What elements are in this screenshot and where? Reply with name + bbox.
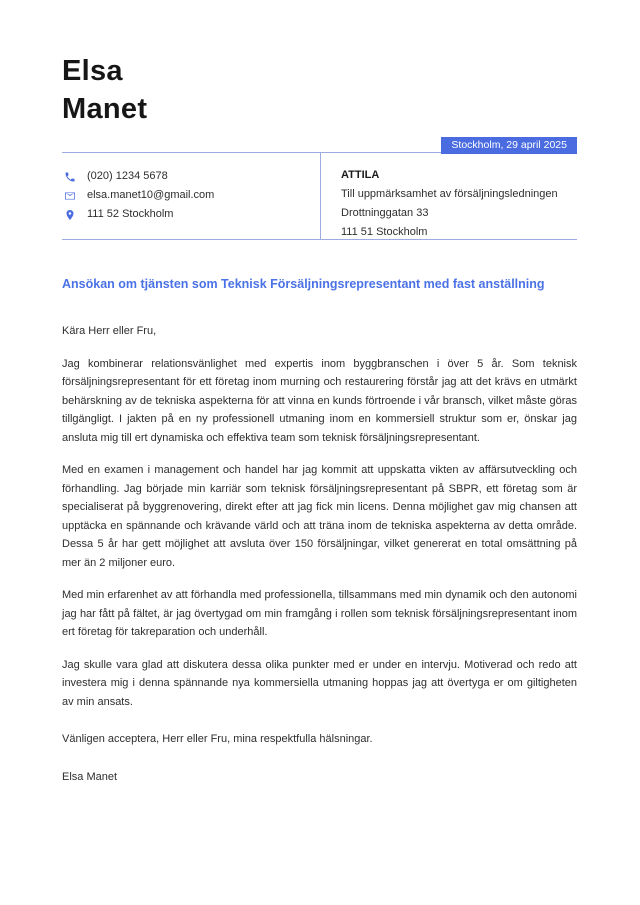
phone-value: (020) 1234 5678 (87, 170, 168, 182)
phone-row (64, 170, 320, 183)
letter-subject: Ansökan om tjänsten som Teknisk Försäljningsrepresentant med fast anställning (62, 277, 545, 291)
letter-paragraph-3: Med min erfarenhet av att förhandla med professionella, tillsammans med min dynamik och den autonomi jag har fått på fältet, är jag övertygad om min framgång i rollen som teknisk försäljningsrepresentant inom ert företag för takreparation och underhåll. (62, 589, 577, 638)
name-first: Elsa (62, 55, 123, 87)
date-badge-text: Stockholm, 29 april 2025 (451, 139, 567, 151)
phone-icon (64, 171, 76, 183)
location-pin-icon (64, 209, 76, 221)
page-title (62, 0, 577, 128)
name-last: Manet (62, 93, 148, 125)
letter-closing: Vänligen acceptera, Herr eller Fru, mina respektfulla hälsningar. (62, 733, 373, 745)
recipient-company: ATTILA (341, 169, 380, 181)
letter-salutation: Kära Herr eller Fru, (62, 325, 157, 337)
address-value: 111 52 Stockholm (87, 208, 174, 220)
letter-paragraph-1: Jag kombinerar relationsvänlighet med expertis inom byggbranschen i över 5 år. Som teknisk försäljningsrepresentant för ett företag inom murning och restaurering förstår jag att det krävs en utmärkt behärskning av de tekniska aspekterna för att vinna en kunds förtroende i vår bransch, vilket måste göras tillgängligt. I jakten på en ny professionell utmaning inom en kommersiell struktur som er, önskar jag ansluta mig till ert dynamiska och effektiva team som teknisk försäljningsrepresentant. (62, 357, 577, 444)
address-row (64, 208, 320, 221)
recipient-street: Drottninggatan 33 (341, 207, 429, 219)
recipient-city: 111 51 Stockholm (341, 226, 428, 238)
letter-paragraph-4: Jag skulle vara glad att diskutera dessa olika punkter med er under en intervju. Motiverad och redo att investera mig i denna spännande nya kommersiella utmaning hoppas jag att övertyga er om giltigheten av min ansats. (62, 658, 577, 708)
mail-icon (64, 190, 76, 202)
date-badge (441, 137, 577, 154)
letter-paragraph-2: Med en examen i management och handel har jag kommit att uppskatta vikten av affärsutveckling och förhandling. Jag började min karriär som teknisk försäljningsrepresentant på SBPR, ett företag som är specialiserat på byggrenovering, direkt efter att jag fick min licens. Denna möjlighet gav mig chansen att upptäcka en spännande och krävande värld och att träna inom de tekniska aspekterna av detta område. Dessa 5 år har gett möjlighet att avsluta över 150 försäljningar, vilket genererat en total omsättning på mer än 2 miljoner euro. (62, 464, 577, 569)
recipient-attention: Till uppmärksamhet av försäljningsledningen (341, 188, 558, 200)
sender-contact-column (62, 153, 321, 239)
recipient-column (321, 153, 577, 239)
contact-section (62, 152, 577, 240)
email-value: elsa.manet10@gmail.com (87, 189, 215, 201)
email-row (64, 189, 320, 202)
letter-signature: Elsa Manet (62, 770, 118, 783)
